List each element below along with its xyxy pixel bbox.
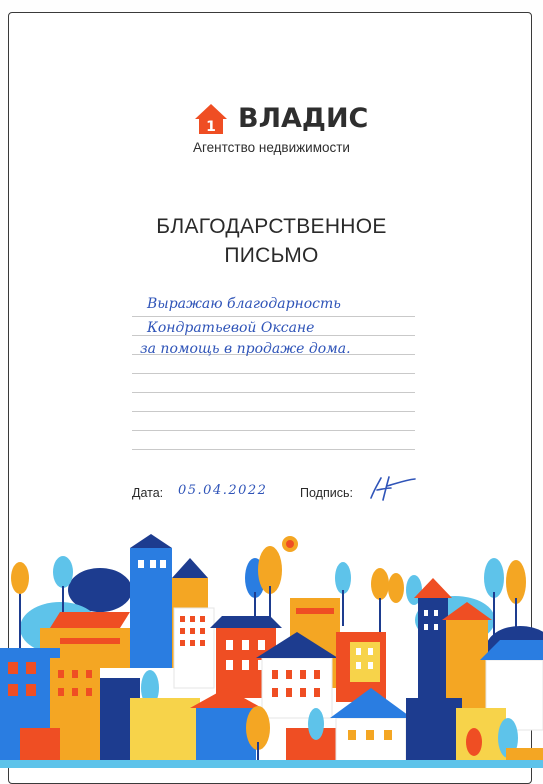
signature-label: Подпись: [300,486,353,500]
house-logo-icon [195,104,227,135]
date-label: Дата: [132,486,164,500]
letter-title-line-1: БЛАГОДАРСТВЕННОЕ [156,215,387,238]
date-value: 05.04.2022 [178,483,268,498]
brand-tagline: Агентство недвижимости [193,140,350,155]
letter-title-line-2: ПИСЬМО [224,244,319,267]
handwritten-line-1: Выражаю благодарность [147,296,341,312]
signature-mark [365,474,419,502]
brand-name: ВЛАДИС [238,103,369,134]
handwritten-line-3: за помощь в продаже дома. [140,341,351,357]
handwritten-line-2: Кондратьевой Оксане [147,320,315,336]
svg-text:1: 1 [206,119,216,135]
letter-title [0,212,543,270]
city-illustration [0,528,543,768]
